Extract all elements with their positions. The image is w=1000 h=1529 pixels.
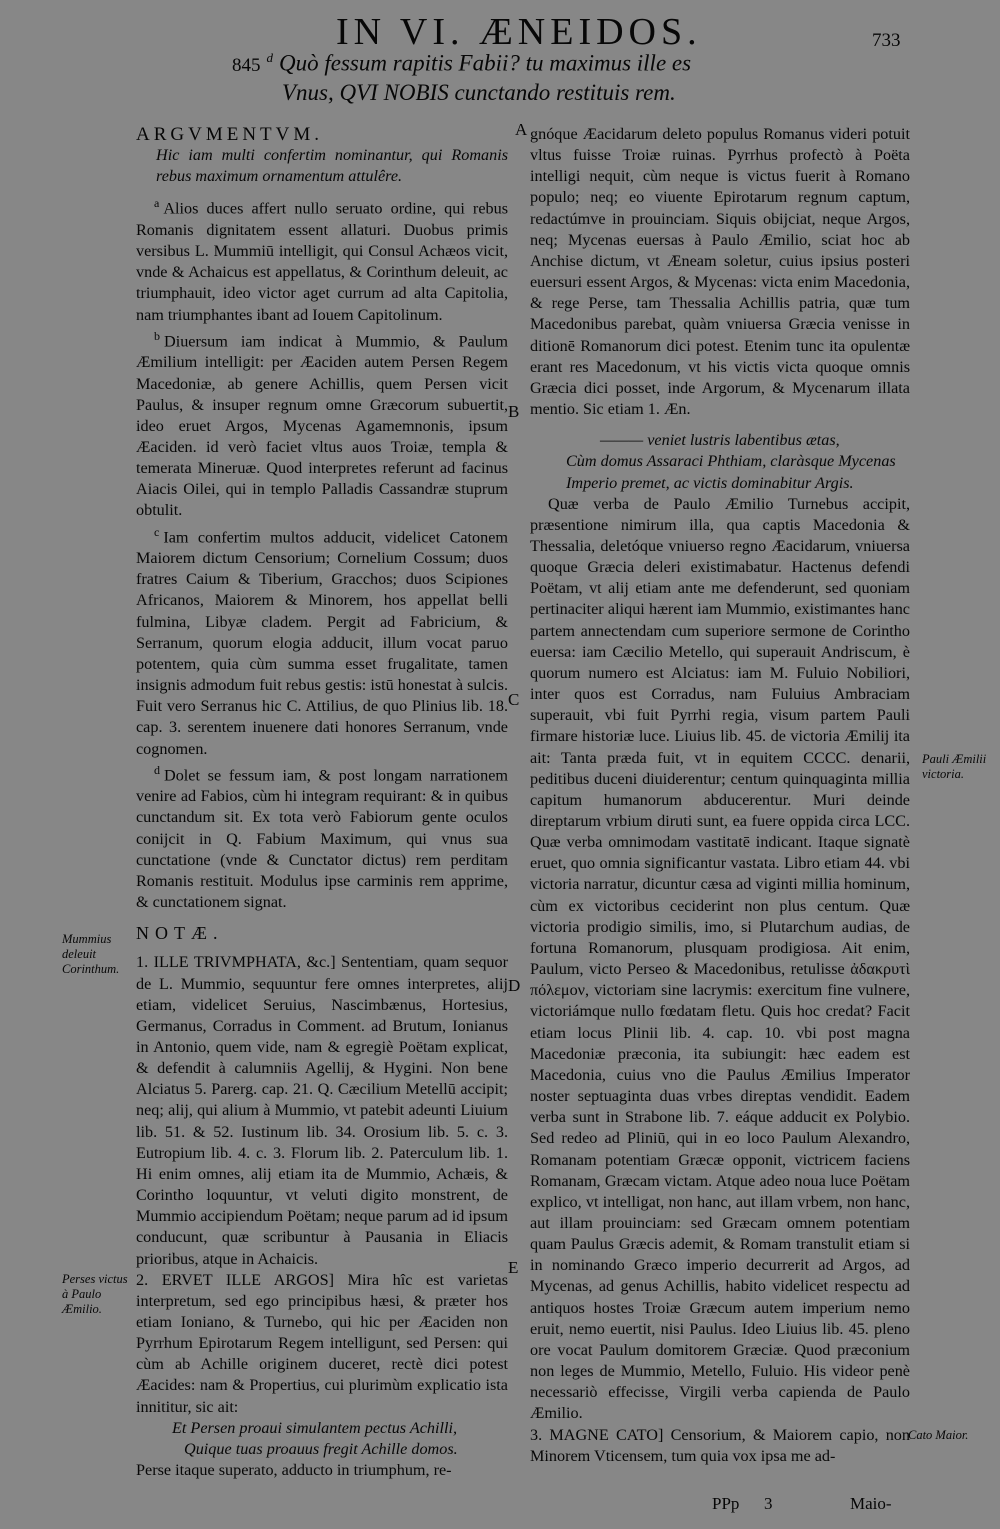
note-3: 3. MAGNE CATO] Censorium, & Maiorem capio, non Minorem Vticensem, tum quia vox ipsa me ad- <box>530 1425 910 1465</box>
paragraph-letter: a <box>154 196 160 211</box>
margin-note-mummius: Mummius deleuit Corinthum. <box>62 932 120 976</box>
margin-note-paulus: Pauli Æmilii victoria. <box>922 752 987 781</box>
verse-text-2: Vnus, QVI NOBIS cunctando restituis rem. <box>282 80 676 105</box>
verse-line-1 <box>232 50 691 77</box>
paragraph-text: Diuersum iam indicat à Mummio, & Paulum Æmilium intelligit: per Æaciden autem Persen Regem Macedoniæ, ab genere Achillis, quem Persen vicit Paulus, & insuper regnum omne Græcorum subuertit, ideo eruet Argos, Mycenas Agamemnonis, ipsum Æaciden. id verò faciet vltus auos Troiæ, templa & temerata Mineruæ. Quod interpretes referunt ad facinus Aiacis Oilei, qui in templo Palladis Cassandræ stuprum obtulit. <box>136 332 508 520</box>
argument-paragraph <box>136 193 508 325</box>
note-1: 1. ILLE TRIVMPHATA, &c.] Sententiam, quam sequor de L. Mummio, sequuntur fere omnes interpretes, alij etiam, videlicet Seruius, Nascimbænus, Hortesius, Germanus, Corradus in Comment. ad Brutum, Ionianus in Antonio, quem vide, nam & egregiè Poëtam explicat, & defendit à calumniis Agellij, & Hygini. Non bene Alciatus 5. Parerg. cap. 21. Q. Cæcilium Metellū accipit; neq; alij, qui alium à Mummio, vt patebit adeunti Liuium lib. 51. & 52. Iustinum lib. 34. Orosium lib. 5. c. 3. Eutropium lib. 4. c. 3. Florum lib. 2. Paterculum lib. 1. Hi enim omnes, alij etiam ita de Mummio, Achæis, & Corintho loquuntur, vt veluti digito monstrent, de Mummio accipiendum Poëtam; neque parum ad id ipsum conducunt, quæ scribuntur à Pausania in Eliacis prioribus, atque in Achaicis. <box>136 953 508 1268</box>
margin-note-cato: Cato Maior. <box>908 1428 969 1442</box>
section-letter-e: E <box>508 1258 519 1277</box>
signature-number: 3 <box>764 1494 773 1513</box>
aeneid-quote-line-2: Cùm domus Assaraci Phthiam, claràsque Mycenas <box>566 452 896 471</box>
notae-heading: NOTÆ. <box>136 923 224 944</box>
argumentum-intro: Hic iam multi confertim nominantur, qui Romanis rebus maximum ornamentum attulêre. <box>156 146 508 186</box>
section-letter-a: A <box>515 120 528 139</box>
catchword: Maio- <box>850 1494 892 1513</box>
argument-paragraph <box>136 760 508 913</box>
right-body-paragraph: Quæ verba de Paulo Æmilio Turnebus accipit, præsentione nimirum illa, qua captis Macedonia & Thessalia, deletóque vniuerso regno Æacidarum, vniuersa quoque Græcia deleri existimabatur. Hactenus defendi Poëtam, vt alij etiam ante me defenderunt, sed quoniam pertinaciter aliqui hærent iam Mummio, existimantes hanc partem annectendam cum superiore sermone de Corintho euersa: iam Cæcilio Metello, qui superauit Andriscum, è quorum numero est Alciatus: iam M. Fuluio Nobiliori, inter quos est Corradus, nam Fuluius Ambraciam superauit, vbi fuit Pyrrhi regia, visum partem Pauli firmare historiæ luce. Liuius lib. 45. de victoria Æmilij ita ait: Tanta præda fuit, vt in equitem CCCC. denarii, peditibus duceni diuiderentur; centum quinquaginta millia capitum humanorum abducerentur. Muri deinde direptarum vrbium diruti sunt, ea fuere oppida circa LCC. Quæ verba omnimodam vastitatē indicant. Itaque signatè eruet, quo omnia significantur vastata. Libro etiam 44. vbi victoria narratur, dicuntur cæsa ad viginti millia hominum, cùm ex victoribus ceciderint non plus centum. Quæ victoria prodigio similis, imo, si Plutarchum audias, de fortuna Romanorum, plusquam prodigiosa. Ait enim, Paulum, victo Perseo & Macedonibus, retulisse ἀδακρυτὶ πόλεμον, victoriam sine lacrymis: exercitum fine vulnere, victoriámque nullo fœdatam fletu. Quis hoc credat? Facit etiam locus Plinii lib. 4. cap. 10. vbi post magna Macedoniæ præconia, ita subiungit: hæc eadem est Macedonia, cuius vno die Paulus Æmilius Imperator noster septuaginta duas vrbes direptas vendidit. Eadem verba sunt in Strabone lib. 7. eáque adducit ex Polybio. Sed redeo ad Pliniū, qui in eo loco Paulum Alexandro, Romanam potentiam Græcæ opponit, victricem faciens Romanam, Græcam victam. Atque adeo noua luce Poëtam explico, vt intelligat, non hanc, aut illam vrbem, non hanc, aut illam prouinciam: sed Græcam omnem potentiam quam Paulus Græcis ademit, & Romam transtulit etiam si in nominando Græco imperio decurrerit ad Argos, ad Mycenas, ad genus Achillis, habito videlicet respectu ad antiquos hostes Troiæ Græcum autem imperium nemo eruit, nemo euertit, nisi Paulus. Ideo Liuius lib. 45. pleno ore vocat Paulum domitorem Græciæ. Quod præconium non leges de Mummio, Metello, Fuluio. His videor penè necessariò effecisse, Virgili verba capienda de Paulo Æmilio. <box>530 494 910 1423</box>
verse-line-2 <box>282 80 676 106</box>
page-number: 733 <box>872 30 901 51</box>
margin-note-perses: Perses victus à Paulo Æmilio. <box>62 1272 128 1316</box>
paragraph-text: Alios duces affert nullo seruato ordine, qui rebus Romanis dignitatem essent allaturi. Duobus primis versibus L. Mummiū intelligit, qui Consul Achæos vicit, vnde & Achaicus est appellatus, & Corinthum deleuit, ac triumphauit, ideo victor aget currum ad alta Capitolia, nam triumphantes ibant ad Iouem Capitolinum. <box>136 199 508 324</box>
left-column <box>136 124 508 1481</box>
paragraph-text: Dolet se fessum iam, & post longam narrationem venire ad Fabios, cùm hi integram requirant: & in quibus cunctandum sit. Ex tota verò Fabiorum gente oculos conijcit in Q. Fabium Maximum, qui vnus sua cunctatione (vnde & Cunctator dictus) rem perditam Romanis restituit. Modulus ipse carminis rem apprime, & cunctationem signat. <box>136 766 508 912</box>
propertius-quote-line-2: Quique tuas proauus fregit Achille domos. <box>184 1439 458 1458</box>
paragraph-letter: d <box>154 762 160 777</box>
section-letter-d: D <box>508 976 521 995</box>
signature-mark: PPp <box>712 1494 740 1513</box>
running-title: IN VI. ÆNEIDOS. <box>336 11 702 53</box>
note-2: 2. ERVET ILLE ARGOS] Mira hîc est varietas interpretum, sed ego principibus hæsi, & præter hos etiam Ioniano, & Turnebo, qui hic per Æaciden non Pyrrhum Epirotarum Regem intelligunt, sed Persen: qui cùm ab Achille originem duceret, rectè dici potest Æacides: nam & Propertius, cui plurimùm explicatio ista innititur, sic ait: <box>136 1270 508 1416</box>
verse-number: 845 <box>232 54 261 76</box>
paragraph-letter: c <box>154 524 160 539</box>
aeneid-quote-line-1: ——— veniet lustris labentibus ætas, <box>600 431 840 450</box>
paragraph-letter: b <box>154 328 160 343</box>
argument-paragraph <box>136 522 508 760</box>
section-letter-b: B <box>508 402 520 421</box>
right-opening-paragraph: gnóque Æacidarum deleto populus Romanus videri potuit vltus fuisse Troiæ ruinas. Pyrrhus profectò à Poëta intelligi nequit, cùm neque is victus fuerit à Romano populo; neq; eo viuente Epirotarum regnum captum, redactúmve in prouinciam. Siquis obijciat, neque Argos, neq; Mycenas euersas à Paulo Æmilio, sciat hoc ab Anchise dictum, vt Æneam soletur, cuius ipsius posteri euersuri essent Argos, & Mycenas: victa enim Macedonia, & rege Perse, tam Thessalia Achillis patria, quæ tum Macedonibus parebat, quàm vniuersa Græcia venisse in ditionē Romanorum dici potest. Etenim tunc ita opulentæ erant res Macedonum, vt his victis victa quoque omnis Græcia dici posset, inde Argorum, & Mycenarum illata mentio. Sic etiam 1. Æn. <box>530 125 910 419</box>
right-column <box>530 124 910 1467</box>
aeneid-quote-line-3: Imperio premet, ac victis dominabitur Argis. <box>566 473 854 492</box>
paragraph-text: Iam confertim multos adducit, videlicet Catonem Maiorem dictum Censorium; Cornelium Cossum; duos fratres Caium & Tiberium, Gracchos; duos Scipiones Africanos, Maiorem & Minorem, hos appellat belli fulmina, Libyæ cladem. Pergit ad Fabricium, & Serranum, quorum elogia adducit, illum vocat paruo potentem, quia cùm summa esset frugalitate, tamen insignis admodum fuit rebus gestis: istū honestat à sulcis. Fuit vero Serranus hic C. Attilius, de quo Plinius lib. 18. cap. 3. serentem inuenere dati honores Serranum, vnde cognomen. <box>136 527 508 758</box>
verse-text-1: Quò fessum rapitis Fabii? tu maximus ille es <box>279 50 692 76</box>
left-last-line: Perse itaque superato, adducto in triumphum, re- <box>136 1461 452 1480</box>
argumentum-heading: ARGVMENTVM. <box>136 124 324 145</box>
verse-note-letter: d <box>266 50 273 65</box>
argument-paragraph <box>136 326 508 522</box>
propertius-quote-line-1: Et Persen proaui simulantem pectus Achilli, <box>172 1418 458 1437</box>
section-letter-c: C <box>508 690 520 709</box>
